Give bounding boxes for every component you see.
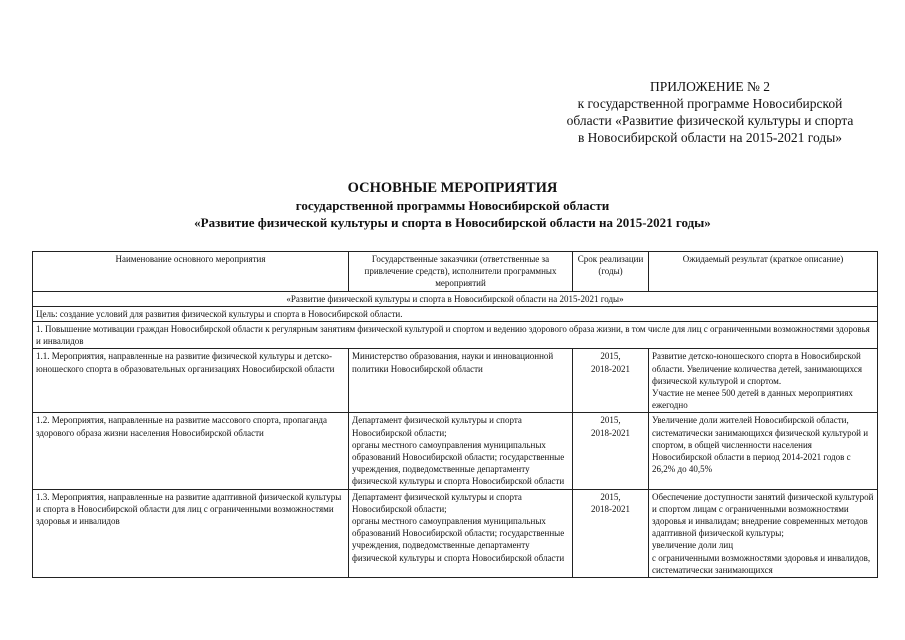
header-term: Срок реализации (годы)	[573, 252, 649, 292]
program-row	[33, 291, 878, 306]
title-main: ОСНОВНЫЕ МЕРОПРИЯТИЯ	[347, 180, 558, 196]
title-program: государственной программы Новосибирской области	[295, 198, 610, 213]
appendix-header	[520, 78, 900, 146]
measure-customer: Департамент физической культуры и спорта Новосибирской области; органы местного самоуправления муниципальных образований Новосибирской области; государственные учреждения, подведомственные департаменту физической культуры и спорта Новосибирской области	[349, 489, 573, 577]
header-result: Ожидаемый результат (краткое описание)	[649, 252, 878, 292]
task-row-cell: 1. Повышение мотивации граждан Новосибирской области к регулярным занятиям физической культурой и спортом и ведению здорового образа жизни, в том числе для лиц с ограниченными возможностями здоровья и инвалидов	[33, 322, 878, 349]
appendix-ref-line-3: в Новосибирской области на 2015-2021 годы»	[577, 130, 843, 145]
measure-customer: Департамент физической культуры и спорта Новосибирской области; органы местного самоуправления муниципальных образований Новосибирской области; государственные учреждения, подведомственные департаменту физической культуры и спорта Новосибирской области	[349, 413, 573, 489]
measure-result: Обеспечение доступности занятий физической культурой и спортом лицам с ограниченными возможностями здоровья и инвалидам; внедрение современных методов адаптивной физической культуры; увеличение доли лиц с ограниченными возможностями здоровья и инвалидов, систематически занимающихся	[649, 489, 878, 577]
table-row	[33, 489, 878, 577]
measure-result: Увеличение доли жителей Новосибирской области, систематически занимающихся физической культурой и спортом, в общей численности населения Новосибирской области в период 2014-2021 годов с 26,2% до 40,5%	[649, 413, 878, 489]
header-measure-name: Наименование основного мероприятия	[33, 252, 349, 292]
measure-customer: Министерство образования, науки и инновационной политики Новосибирской области	[349, 349, 573, 413]
document-title	[0, 180, 905, 231]
program-row-cell: «Развитие физической культуры и спорта в Новосибирской области на 2015-2021 годы»	[33, 291, 878, 306]
header-customers: Государственные заказчики (ответственные за привлечение средств), исполнители программных мероприятий	[349, 252, 573, 292]
table-row	[33, 413, 878, 489]
measure-result: Развитие детско-юношеского спорта в Новосибирской области. Увеличение количества детей, занимающихся физической культурой и спортом. Участие не менее 500 детей в данных мероприятиях ежегодно	[649, 349, 878, 413]
appendix-ref-line-2: области «Развитие физической культуры и спорта	[566, 113, 854, 128]
title-program-name: «Развитие физической культуры и спорта в Новосибирской области на 2015-2021 годы»	[194, 215, 711, 230]
goal-row-cell: Цель: создание условий для развития физической культуры и спорта в Новосибирской области.	[33, 306, 878, 321]
appendix-number: ПРИЛОЖЕНИЕ № 2	[649, 79, 771, 94]
measure-term: 2015, 2018-2021	[573, 489, 649, 577]
measure-term: 2015, 2018-2021	[573, 413, 649, 489]
appendix-ref-line-1: к государственной программе Новосибирской	[577, 96, 843, 111]
table-header-row	[33, 252, 878, 292]
measure-term: 2015, 2018-2021	[573, 349, 649, 413]
task-row	[33, 322, 878, 349]
measure-name: 1.2. Мероприятия, направленные на развитие массового спорта, пропаганда здорового образа жизни населения Новосибирской области	[33, 413, 349, 489]
measures-table	[32, 251, 878, 578]
table-row	[33, 349, 878, 413]
measure-name: 1.3. Мероприятия, направленные на развитие адаптивной физической культуры и спорта в Новосибирской области для лиц с ограниченными возможностями здоровья и инвалидов	[33, 489, 349, 577]
goal-row	[33, 306, 878, 321]
measure-name: 1.1. Мероприятия, направленные на развитие физической культуры и детско-юношеского спорта в образовательных организациях Новосибирской области	[33, 349, 349, 413]
